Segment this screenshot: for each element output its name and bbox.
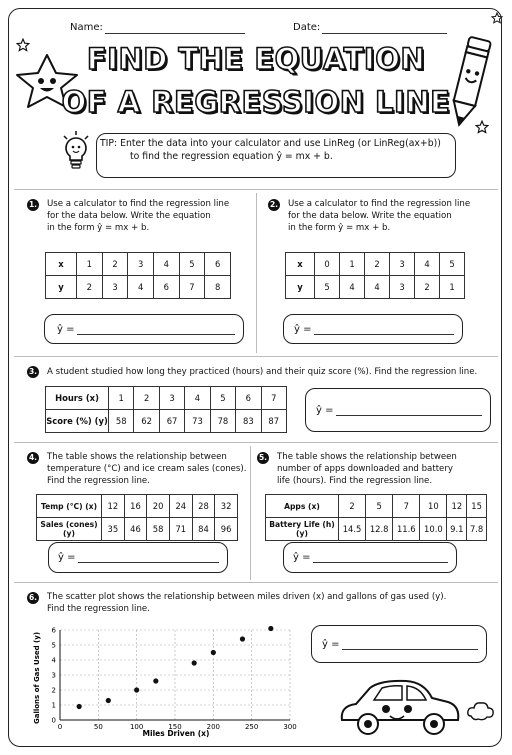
y-tick-label: 3 (51, 671, 56, 680)
y-tick-label: 6 (51, 626, 56, 635)
tip-line-2: to find the regression equation ŷ = mx + b. (130, 151, 333, 162)
data-point (268, 626, 273, 631)
question-6-prompt: The scatter plot shows the relationship between miles driven (x) and gallons of gas used (y). Find the regression line. (47, 592, 447, 614)
exhaust-cloud-icon (466, 700, 496, 722)
question-1-answer-box[interactable]: ŷ = (44, 314, 244, 344)
x-tick-label: 150 (168, 723, 182, 731)
answer-line[interactable] (342, 639, 478, 650)
title-line-2: OF A REGRESSION LINE (61, 85, 451, 119)
data-point (77, 704, 82, 709)
answer-line[interactable] (314, 324, 454, 335)
name-field[interactable] (105, 33, 245, 34)
question-4-number: 4. (28, 453, 38, 462)
x-tick-label: 50 (93, 723, 103, 731)
question-5-prompt: The table shows the relationship between number of apps downloaded and battery life (hours). Find the regression line. (277, 452, 457, 486)
question-3-table (45, 386, 287, 433)
question-2-prompt: Use a calculator to find the regression line for the data below. Write the equation in the form ŷ = mx + b. (288, 199, 471, 233)
smiling-car-icon (336, 676, 466, 740)
table-row: Battery Life (h) (y) 14.5 12.8 11.6 10.0 9.1 7.8 (266, 518, 487, 541)
answer-line[interactable] (313, 552, 448, 563)
question-3-number: 3. (28, 367, 38, 376)
name-label: Name: (70, 22, 103, 33)
tip-frame (96, 133, 456, 178)
x-axis-label: Miles Driven (x) (142, 729, 210, 738)
scatter-plot (28, 620, 303, 740)
x-tick-label: 100 (129, 723, 144, 731)
divider (14, 189, 498, 190)
y-tick-label: 0 (51, 716, 56, 725)
question-3-prompt: A student studied how long they practiced (hours) and their quiz score (%). Find the regression line. (47, 367, 478, 377)
question-5-table (265, 494, 487, 541)
answer-line[interactable] (336, 405, 482, 416)
date-field[interactable] (322, 33, 447, 34)
question-2-table (285, 252, 465, 299)
divider (14, 442, 498, 443)
question-1-number: 1. (28, 200, 38, 209)
x-tick-label: 0 (57, 723, 63, 731)
table-row: x 1 2 3 4 5 6 (46, 253, 231, 276)
date-label: Date: (293, 22, 321, 33)
divider (14, 582, 498, 583)
table-row: Sales (cones) (y) 35 46 58 71 84 96 (37, 518, 238, 541)
divider (256, 193, 257, 353)
data-point (134, 687, 139, 692)
y-axis-label: Gallons of Gas Used (y) (33, 631, 41, 725)
x-tick-label: 200 (206, 723, 221, 731)
question-2-answer-box[interactable]: ŷ = (283, 314, 463, 344)
x-tick-label: 250 (244, 723, 259, 731)
title-line-1: FIND THE EQUATION (86, 42, 426, 76)
question-2-number: 2. (269, 200, 279, 209)
answer-line[interactable] (77, 324, 235, 335)
tip-line-1: TIP: Enter the data into your calculator and use LinReg (or LinReg(ax+b)) (100, 138, 441, 149)
star-icon (491, 12, 503, 24)
question-1-table (45, 252, 231, 299)
data-point (153, 678, 158, 683)
table-row: y 5 4 4 3 2 1 (286, 276, 465, 299)
question-1-prompt: Use a calculator to find the regression line for the data below. Write the equation in the form ŷ = mx + b. (47, 199, 230, 233)
question-4-table (36, 494, 238, 541)
table-row: Apps (x) 2 5 7 10 12 15 (266, 495, 487, 518)
y-tick-label: 4 (51, 656, 56, 665)
question-5-number: 5. (258, 453, 268, 462)
divider (250, 446, 251, 580)
question-5-answer-box[interactable]: ŷ = (283, 542, 457, 573)
question-3-answer-box[interactable]: ŷ = (305, 388, 491, 432)
divider (14, 356, 498, 357)
y-tick-label: 1 (51, 701, 56, 710)
question-6-number: 6. (28, 593, 38, 602)
data-point (240, 636, 245, 641)
table-row: x 0 1 2 3 4 5 (286, 253, 465, 276)
y-tick-label: 2 (51, 686, 56, 695)
data-point (211, 650, 216, 655)
question-6-answer-box[interactable]: ŷ = (311, 625, 487, 663)
table-row: Temp (°C) (x) 12 16 20 24 28 32 (37, 495, 238, 518)
data-point (192, 660, 197, 665)
answer-line[interactable] (78, 552, 219, 563)
question-4-prompt: The table shows the relationship between temperature (°C) and ice cream sales (cones). Find the regression line. (47, 452, 247, 486)
y-tick-label: 5 (51, 641, 56, 650)
x-tick-label: 300 (283, 723, 297, 731)
table-row: Hours (x) 1 2 3 4 5 6 7 (46, 387, 287, 410)
table-row: Score (%) (y) 58 62 67 73 78 83 87 (46, 410, 287, 433)
table-row: y 2 3 4 6 7 8 (46, 276, 231, 299)
data-point (106, 698, 111, 703)
question-4-answer-box[interactable]: ŷ = (48, 542, 228, 573)
lightbulb-icon (60, 130, 92, 170)
